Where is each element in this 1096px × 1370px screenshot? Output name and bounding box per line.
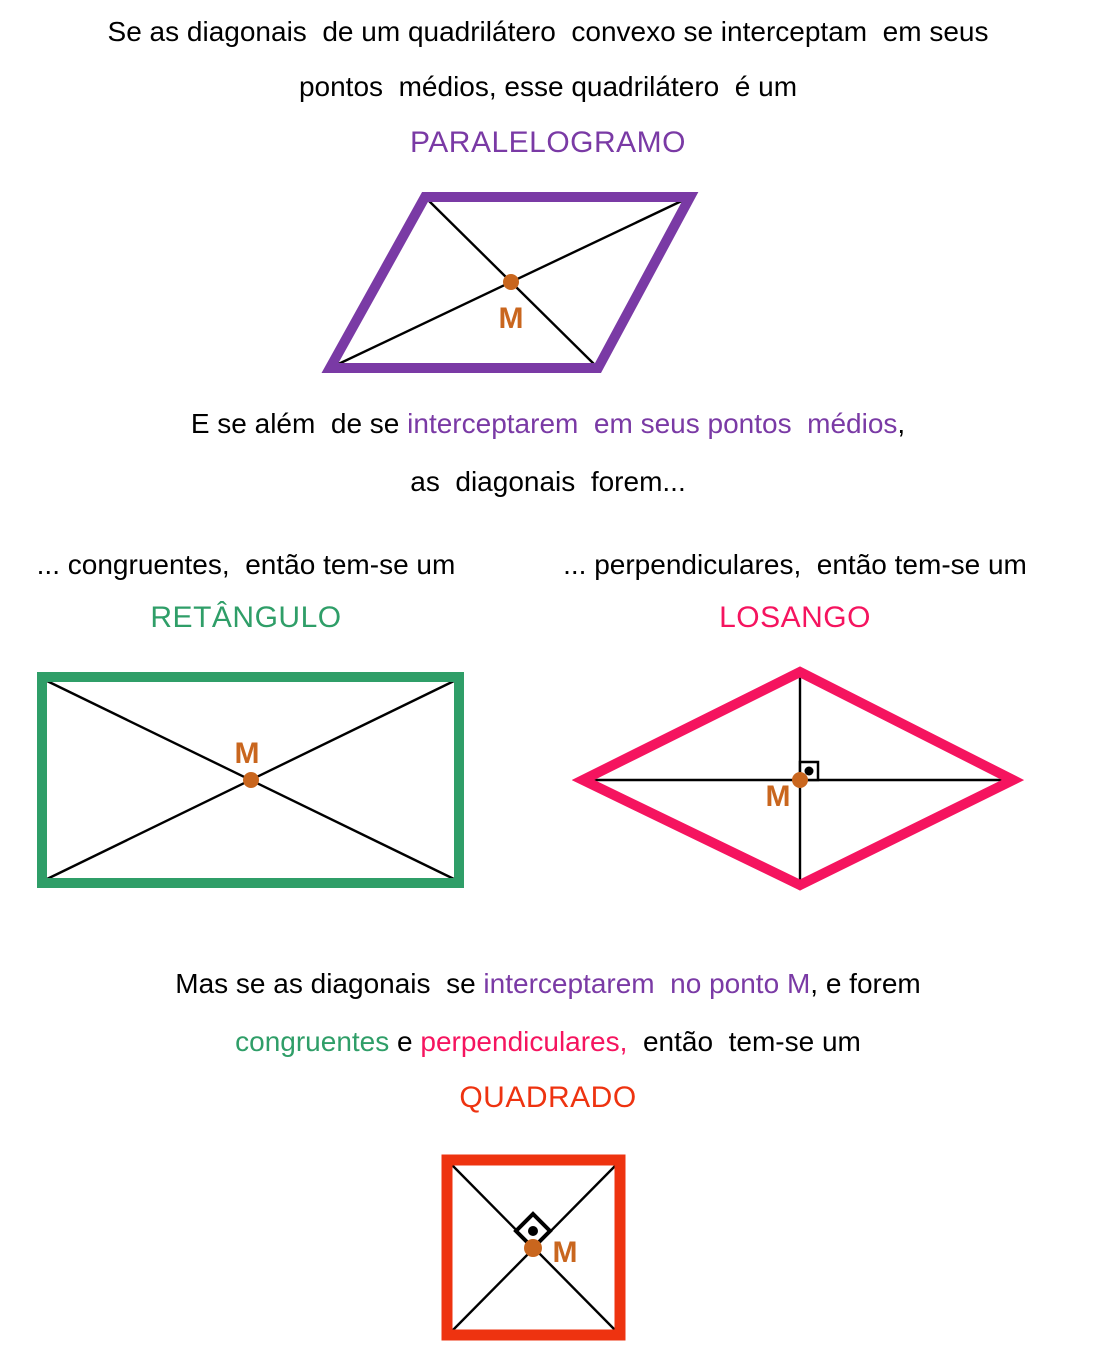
intro-line-1: Se as diagonais de um quadrilátero convexo se interceptam em seus [107,16,989,47]
midpoint-dot [524,1239,542,1257]
rectangle-condition: ... congruentes, então tem-se um [36,549,456,580]
middle-line-1-highlight: interceptarem em seus pontos médios [407,408,898,439]
midpoint-label: M [234,737,260,770]
middle-line-2: as diagonais forem... [410,466,686,497]
intro-line-2: pontos médios, esse quadrilátero é um [298,71,798,102]
midpoint-dot [792,772,808,788]
bottom-line-2 [0,1026,1096,1058]
square-title: QUADRADO [459,1081,637,1114]
rectangle-title: RETÂNGULO [150,601,342,634]
bottom-line-1-highlight: interceptarem no ponto M [483,968,811,999]
perpendiculares-word: perpendiculares, [420,1026,628,1057]
middle-line-1 [0,408,1096,440]
congruentes-word: congruentes [235,1026,390,1057]
right-angle-dot [528,1226,538,1236]
bottom-line-1 [0,968,1096,1000]
midpoint-label: M [552,1236,578,1269]
midpoint-label: M [765,780,791,813]
bottom-line-1-end: , e forem [810,968,921,999]
middle-line-1-black: E se além de se [190,408,408,439]
rhombus-figure [572,660,1024,896]
bottom-line-2-mid: e [389,1026,421,1057]
rhombus-condition: ... perpendiculares, então tem-se um [563,549,1027,580]
bottom-line-2-end: então tem-se um [627,1026,861,1057]
midpoint-dot [243,772,259,788]
rhombus-title: LOSANGO [719,601,871,634]
middle-line-1-comma: , [897,408,906,439]
square-figure [438,1151,632,1345]
parallelogram-figure [312,183,707,383]
parallelogram-title: PARALELOGRAMO [409,126,687,159]
rectangle-figure [32,667,472,893]
right-angle-dot [805,767,814,776]
midpoint-label: M [498,302,524,335]
midpoint-dot [503,274,519,290]
bottom-line-1-black: Mas se as diagonais se [175,968,484,999]
